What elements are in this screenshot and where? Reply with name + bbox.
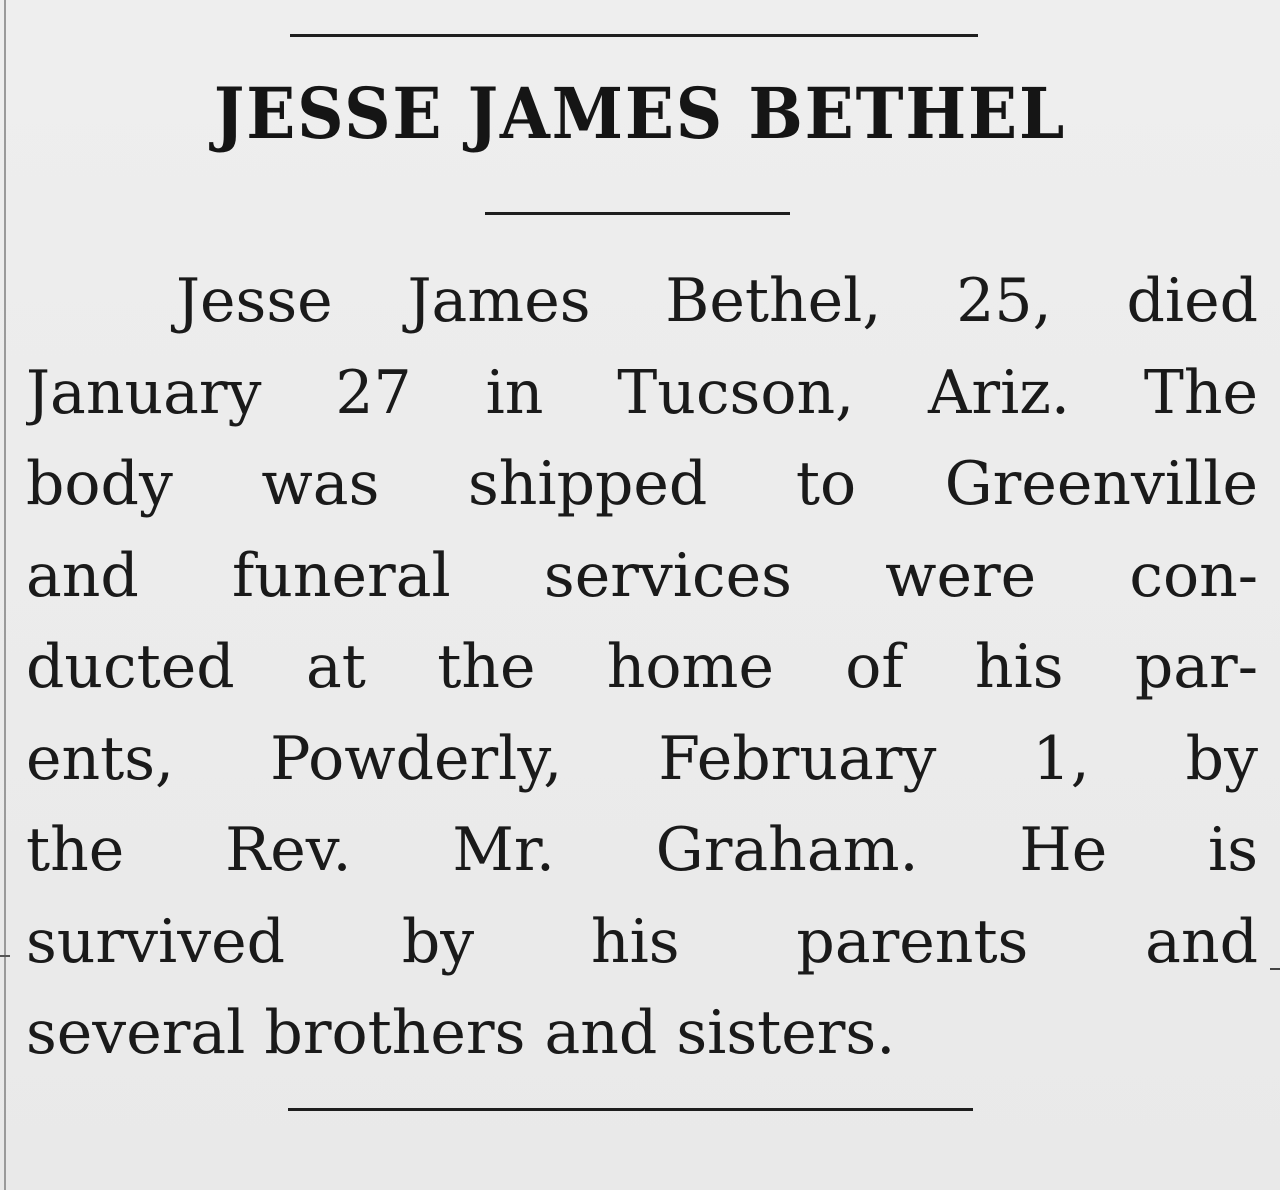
body-line: several brothers and sisters. [26, 998, 896, 1068]
column-tick-mark [0, 955, 10, 957]
headline-rule-divider [485, 212, 790, 215]
obituary-body [26, 256, 1258, 1080]
body-line: Jesse James Bethel, 25, died [176, 266, 1258, 336]
body-line: body was shipped to Greenville [26, 449, 1258, 519]
obituary-headline: JESSE JAMES BETHEL [213, 72, 1067, 155]
column-border [4, 0, 6, 1190]
body-line: ents, Powderly, February 1, by [26, 723, 1258, 794]
body-line: ducted at the home of his par- [26, 632, 1258, 702]
body-line: the Rev. Mr. Graham. He is [26, 815, 1258, 885]
bottom-rule-divider [288, 1108, 973, 1111]
body-line: survived by his parents and [26, 906, 1258, 977]
body-line: January 27 in Tucson, Ariz. The [26, 357, 1258, 428]
body-line: and funeral services were con- [26, 540, 1258, 611]
column-tick-mark [1270, 968, 1280, 970]
top-rule-divider [290, 34, 978, 37]
